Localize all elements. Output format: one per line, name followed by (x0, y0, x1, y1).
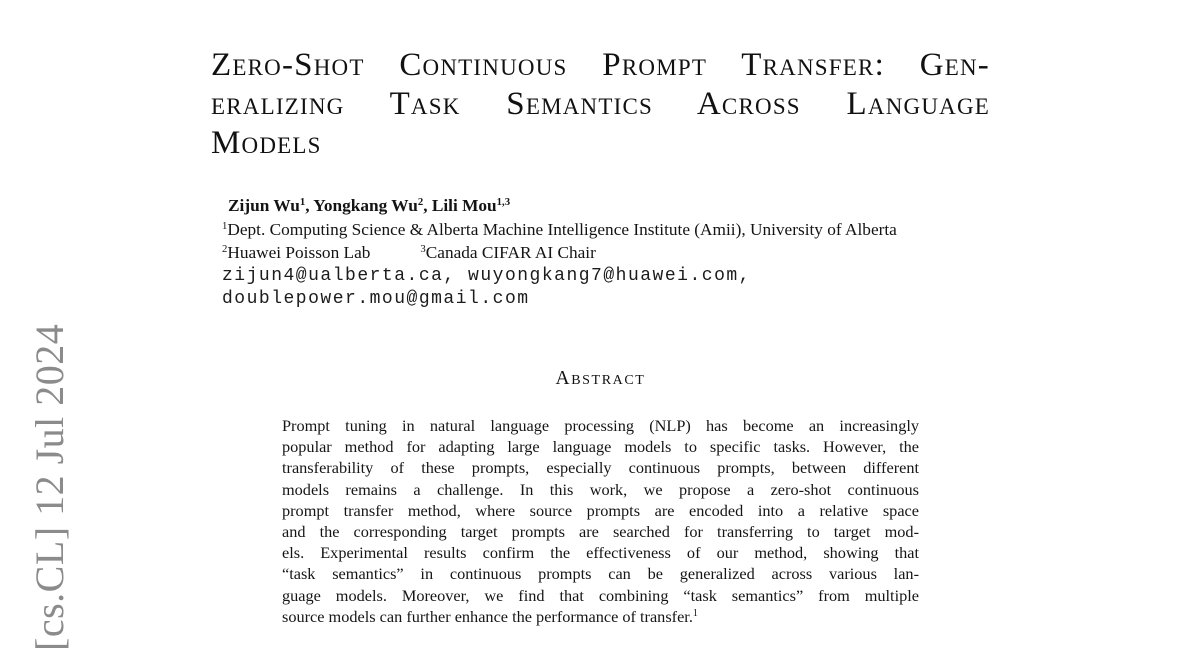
abstract-line: els. Experimental results confirm the effectiveness of our method, showing that (282, 543, 919, 563)
author-name: Yongkang Wu$^2$, (313, 196, 432, 215)
author-affiliation-marker: 1,3 (496, 196, 511, 209)
author-block (222, 194, 997, 311)
affiliation-text: Huawei Poisson Lab (227, 243, 371, 262)
paper-title (211, 46, 990, 163)
paper-title-line-2: eralizing Task Semantics Across Language (211, 86, 990, 122)
author-affiliation-marker: 2 (417, 196, 424, 209)
affiliation-marker: 2 (222, 243, 228, 256)
abstract-line: popular method for adapting large language models to specific tasks. However, the (282, 437, 919, 457)
paper-title-line-1: Zero-Shot Continuous Prompt Transfer: Gen- (211, 47, 990, 83)
abstract-line: prompt transfer method, where source prompts are encoded into a relative space (282, 500, 919, 520)
abstract-line: guage models. Moreover, we find that combining “task semantics” from multiple (282, 585, 919, 605)
author-name: Zijun Wu$^1$, (228, 196, 314, 215)
abstract-line: Prompt tuning in natural language processing (NLP) has become an increasingly (282, 416, 919, 435)
abstract-line-last (282, 606, 919, 627)
author-name: Lili Mou$^{1,3}$ (431, 196, 511, 215)
footnote-marker: 1 (692, 608, 698, 620)
abstract-last-line-text: source models can further enhance the performance of transfer. (282, 606, 693, 626)
abstract-line: and the corresponding target prompts are searched for transferring to target mod- (282, 522, 919, 542)
paper-title-line-3: Models (211, 125, 322, 161)
affiliation-text: Canada CIFAR AI Chair (425, 243, 596, 262)
abstract-line: models remains a challenge. In this work, we propose a zero-shot continuous (282, 479, 919, 499)
author-emails-line-1: zijun4@ualberta.ca, wuyongkang7@huawei.com, (222, 265, 751, 286)
abstract-line: transferability of these prompts, especially continuous prompts, between different (282, 458, 919, 478)
affiliation-marker: 1 (222, 219, 228, 232)
author-affiliation-marker: 1 (299, 196, 306, 209)
arxiv-watermark: [cs.CL] 12 Jul 2024 (27, 323, 72, 651)
affiliation-line-2 (222, 241, 997, 265)
affiliation-marker: 3 (420, 243, 426, 256)
abstract-line: “task semantics” in continuous prompts can be generalized across various lan- (282, 564, 919, 584)
affiliation-line-1 (222, 218, 997, 242)
author-emails-line-2: doublepower.mou@gmail.com (222, 288, 530, 309)
abstract-heading: Abstract (555, 368, 646, 389)
abstract-body (282, 415, 919, 627)
author-list (222, 194, 997, 218)
affiliation-text: Dept. Computing Science & Alberta Machine Intelligence Institute (Amii), University of Alberta (227, 219, 897, 239)
